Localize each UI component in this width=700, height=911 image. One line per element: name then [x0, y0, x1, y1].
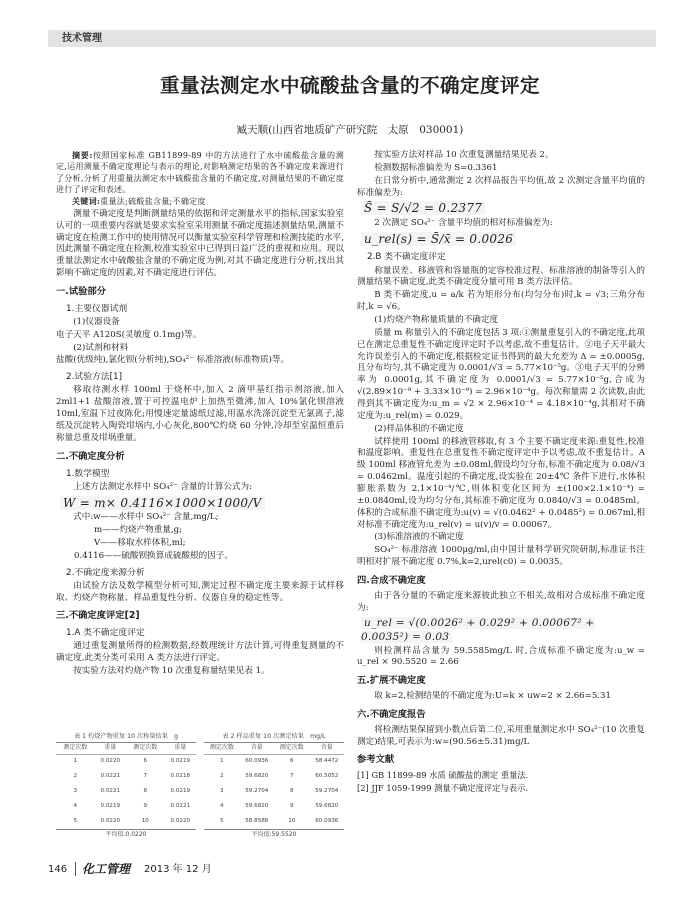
table-cell: 3: [73, 788, 78, 795]
paragraph: 盐酸(优级纯),氯化钡(分析纯),SO₄²⁻ 标准溶液(标准物质)等。: [56, 355, 290, 366]
table-row: [204, 770, 344, 785]
where-line: 式中:w——水样中 SO₄²⁻ 含量,mg/L;: [73, 512, 219, 523]
table-header: 测定次数: [274, 743, 310, 755]
keywords: [56, 196, 344, 207]
table-header: 重量: [165, 743, 196, 755]
table-caption: 表 1 灼烧产物重复 10 次称量结果 g: [73, 733, 179, 740]
table-row: [204, 785, 344, 800]
table-cell: 60.0936: [315, 817, 339, 824]
abstract-text: 按照国家标准 GB11899-89 中的方法进行了水中硫酸盐含量的测定,运用测量不确定度理论与表示的理论,对影响测定结果的各不确定度来源进行了分析,分析了用重量法测定水中硫酸盐含量的不确定度,对测量结果的不确定度进行了评定和表述。: [56, 151, 345, 195]
table-cell: 9: [143, 803, 148, 810]
left-column: [56, 150, 344, 679]
section-heading-report: 六.不确定度报告: [357, 708, 426, 720]
formula-rel-sd: [361, 231, 645, 248]
paragraph: (2)样品体积的不确定度: [374, 423, 464, 434]
issue-date: 2013 年 12 月: [144, 864, 212, 875]
table-cell: 9: [290, 803, 294, 810]
table-cell: 7: [143, 773, 148, 780]
table-cell: 5: [73, 817, 78, 824]
paragraph: 由于各分量的不确定度来源彼此独立不相关,故相对合成标准不确定度为:: [357, 590, 645, 613]
paragraph: B 类不确定度,u = a/k 若为矩形分布(均匀分布)时,k = √3;三角分布时,k = √6。: [357, 290, 645, 313]
references-heading: 参考文献: [357, 754, 395, 766]
footer-divider: [75, 862, 76, 876]
table-row: [56, 800, 196, 815]
method-paragraph: 移取待测水样 100ml 于烧杯中,加入 2 滴甲基红指示剂溶液,加入 2ml1+1 盐酸溶液,置于可控温电炉上加热至微沸,加入 10%氯化钡溶液 10ml,室温下过夜陈化;用慢速定量滤纸过滤,用温水洗涤沉淀至无氯离子,滤纸及沉淀转入陶瓷坩埚内,小心灰化,800℃灼烧 60 分钟,冷却至室温恒重后称量总重及坩埚重量。: [56, 385, 344, 443]
reference-item: [1] GB 11899-89 水质 硫酸盐的测定 重量法.: [357, 770, 529, 781]
table-row: [204, 755, 344, 770]
paragraph: 2 次测定 SO₄²⁻ 含量平均值的相对标准偏差为:: [374, 217, 553, 228]
table-cell: 0.0221: [170, 803, 191, 810]
table-cell: 8: [290, 788, 294, 795]
section-heading-analysis: 二.不确定度分析: [56, 450, 125, 462]
paragraph: 上述方法测定水样中 SO₄²⁻ 含量的计算公式为:: [73, 481, 252, 492]
paragraph: 按实验方法对样品 10 次重复测量结果见表 2。: [374, 150, 554, 160]
table-row: [204, 815, 344, 830]
paragraph: 由试验方法及数学模型分析可知,测定过程不确定度主要来源于试样移取、灼烧产物称量、样品重复性分析、仪器自身的稳定性等。: [56, 580, 344, 603]
table-cell: 1: [220, 758, 224, 765]
formula-text: S̄ = S/√2 = 0.2377: [361, 201, 485, 215]
paragraph: 将检测结果保留到小数点后第二位,采用重量测定水中 SO₄²⁻(10 次重复测定)结果,可表示为:w=(90.56±5.31)mg/L: [357, 724, 645, 747]
table-cell: 58.4472: [315, 758, 339, 765]
table-header: 测定次数: [126, 743, 165, 755]
article-title: 重量法测定水中硫酸盐含量的不确定度评定: [159, 74, 540, 97]
intro-paragraph: 测量不确定度是判断测量结果的依据和评定测量水平的指标,国家实验室认可的一项重要内容就是要求实验室采用测量不确定度描述测量结果,测量不确定度在检测工作中的使用情况可以衡量实验室科学管理和检测技能的水平,因此测量不确定度在检测,校准实验室中已得到日益广泛的重视和应用。现以重量法测定水中硫酸盐含量的不确定度为例,对其不确定度进行分析,找出其影响不确定度的因素,对不确定度进行评估。: [56, 208, 344, 279]
table-cell: 1: [73, 758, 78, 765]
table-row: [56, 785, 196, 800]
table-row: [56, 755, 196, 770]
subheading-method: 2.试验方法[1]: [66, 372, 123, 383]
table-header: 测定次数: [204, 743, 240, 755]
table-2: [204, 731, 344, 854]
paragraph: 检测数据标准偏差为 S=0.3361: [374, 162, 498, 173]
formula-text: u_rel = √(0.0026² + 0.029² + 0.00067² + 0.0035²) = 0.03: [361, 616, 595, 644]
keywords-label: 关键词:: [72, 196, 101, 207]
table-cell: 6: [290, 758, 294, 765]
table-cell: 2: [220, 773, 224, 780]
paragraph: 取 k=2,检测结果的不确定度为:U=k × uw=2 × 2.66=5.31: [374, 691, 611, 702]
page-number: 146: [48, 864, 68, 875]
table-cell: 59.6820: [245, 773, 269, 780]
table-cell: 4: [220, 803, 224, 810]
formula-text: W = m× 0.4116×1000×1000/V: [60, 496, 265, 510]
table-cell: 10: [288, 817, 296, 824]
formula-text: u_rel(s) = S̄/x̄ = 0.0026: [361, 232, 516, 246]
section-heading-evaluation: 三.不确定度评定[2]: [56, 610, 140, 622]
table-cell: 60.5052: [315, 773, 339, 780]
table-grid: [204, 742, 344, 830]
subheading-sources: 2.不确定度来源分析: [66, 567, 145, 578]
table-cell: 59.6820: [315, 803, 339, 810]
table-row: [56, 815, 196, 830]
section-heading-combined: 四.合成不确定度: [357, 575, 426, 586]
section-heading-experiment: 一.试验部分: [56, 285, 107, 297]
table-footer: 平均值:59.5520: [251, 831, 297, 838]
abstract-label: 摘要:: [72, 150, 93, 160]
table-cell: 0.0219: [170, 788, 191, 795]
table-cell: 2: [73, 773, 78, 780]
table-cell: 4: [73, 803, 78, 810]
table-cell: 0.0219: [100, 803, 121, 810]
subheading-model: 1.数学模型: [66, 468, 110, 479]
paragraph: (2)试剂和材料: [73, 342, 129, 353]
table-header: 测定次数: [56, 743, 95, 755]
table-row: [56, 770, 196, 785]
formula-combined: [361, 616, 645, 645]
table-cell: 0.0221: [100, 773, 121, 780]
table-cell: 7: [290, 773, 294, 780]
paragraph: (1)灼烧产物称量质量的不确定度: [374, 314, 499, 325]
table-cell: 8: [143, 788, 148, 795]
section-heading-expanded: 五.扩展不确定度: [357, 675, 426, 687]
paragraph: 在日常分析中,通常测定 2 次样品报告平均值,故 2 次测定含量平均值的标准偏差为:: [357, 175, 645, 198]
section-header-bar: [48, 30, 656, 47]
subheading-type-b: 2.B 类不确定度评定: [367, 252, 446, 263]
table-cell: 0.0219: [170, 758, 191, 765]
table-cell: 59.2704: [315, 788, 339, 795]
table-cell: 59.6820: [245, 803, 269, 810]
reference-item: [2] JJF 1059-1999 测量不确定度评定与表示.: [357, 782, 529, 793]
table-1: [56, 731, 196, 854]
table-row: [204, 800, 344, 815]
table-header: 重量: [95, 743, 126, 755]
right-column: [357, 150, 645, 795]
paragraph: 电子天平 A120S(灵敏度 0.1mg)等。: [56, 329, 202, 340]
formula-mean-sd: [361, 200, 645, 217]
table-cell: 0.0220: [170, 817, 191, 824]
subheading-instruments: 1.主要仪器试剂: [66, 303, 128, 314]
where-line: V——移取水样体积,ml;: [94, 537, 186, 548]
paragraph: 质量 m 称量引入的不确定度包括 3 项:①测量重复引入的不确定度,此项已在测定总重复性不确定度评定时予以考虑,故不重复估计。②电子天平最大允许误差引入的不确定度,根据检定证书得到的最大允差为 Δ = ±0.0005g,且分布均匀,其不确定度为 0.0001/√3 = 5.77×10⁻⁵g。③电子天平的分辨率为 0.0001g,其不确定度为 0.0001/√3 = 5.77×10⁻⁵g,合成为 √(2.89×10⁻⁹ + 3.33×10⁻⁹) = 2.96×10⁻⁴g。每次称量需 2 次读数,由此得到其不确定度为:u_m = √2 × 2.96×10⁻⁴ = 4.18×10⁻⁴g,其相对不确定度为:u_rel(m) = 0.029。: [357, 327, 645, 421]
abstract: [56, 150, 344, 195]
table-footer: 平均值:0.0220: [105, 831, 147, 838]
table-grid: [56, 742, 196, 830]
keywords-text: 重量法;硫酸盐含量;不确定度: [100, 197, 206, 207]
paragraph: 通过重复测量所得的检测数据,经数理统计方法计算,可得重复测量的不确定度,此类分类可采用 A 类方法进行评定。: [56, 641, 344, 664]
formula-w: [60, 495, 344, 512]
paragraph: 则检测样品含量为 59.5585mg/L 时,合成标准不确定度为:u_w = u_rel × 90.5520 = 2.66: [357, 645, 645, 668]
paragraph: 称量误差、移液管和容量瓶的定容校准过程、标准溶液的制备等引入的测量结果不确定度,此类不确定度分量可用 B 类方法评估。: [357, 265, 645, 288]
table-cell: 0.0220: [100, 817, 121, 824]
section-tag: 技术管理: [62, 33, 102, 44]
table-cell: 0.0220: [100, 758, 121, 765]
table-cell: 0.0221: [100, 788, 121, 795]
table-header: 含量: [310, 743, 344, 755]
table-cell: 5: [220, 817, 224, 824]
table-cell: 0.0218: [170, 773, 191, 780]
paragraph: (3)标准溶液的不确定度: [374, 532, 464, 543]
table-cell: 3: [220, 788, 224, 795]
table-cell: 6: [143, 758, 148, 765]
paragraph: 按实验方法对灼烧产物 10 次重复称量结果见表 1。: [73, 666, 270, 677]
paragraph: (1)仪器设备: [73, 316, 120, 327]
table-cell: 10: [141, 817, 149, 824]
paragraph: SO₄²⁻ 标准溶液 1000μg/ml,由中国计量科学研究院研制,标准证书注明相对扩展不确定度 0.7%,k=2,urel(c0) = 0.0035。: [357, 545, 645, 568]
author-line: 臧天顺(山西省地质矿产研究院 太原 030001): [236, 124, 464, 136]
table-cell: 58.8588: [245, 817, 269, 824]
where-line: m——灼烧产物重量,g;: [94, 524, 183, 535]
table-caption: 表 2 样品重复 10 次测定结果 mg/L: [222, 733, 326, 740]
table-cell: 60.0936: [245, 758, 269, 765]
tables-area: [56, 731, 344, 854]
table-cell: 59.2704: [245, 788, 269, 795]
subheading-type-a: 1.A 类不确定度评定: [66, 628, 145, 639]
paragraph: 试样使用 100ml 的移液管移取,有 3 个主要不确定度来源:重复性,校准和温度影响。重复性在总重复性不确定度评定中予以考虑,故不重复估计。A 级 100ml 移液管允差为 ±0.08ml,假设均匀分布,标准不确定度为 0.08/√3 = 0.0462ml。温度引起的不确定度,设实验在 20±4℃ 条件下进行,水体积膨胀系数为 2.1×10⁻⁴/℃,则体积变化区间为 ±(100×2.1×10⁻⁴) = ±0.0840ml,设为均匀分布,其标准不确定度为 0.0840/√3 = 0.0485ml。体积的合成标准不确定度为:u(v) = √(0.0462² + 0.0485²) = 0.067ml,相对标准不确定度为:u_rel(v) = u(v)/v = 0.00067。: [357, 436, 645, 530]
journal-name: 化工管理: [82, 862, 131, 876]
page-footer: [48, 863, 656, 875]
where-line: 0.4116——硫酸钡换算成硫酸根的因子。: [74, 550, 233, 561]
table-header: 含量: [240, 743, 274, 755]
